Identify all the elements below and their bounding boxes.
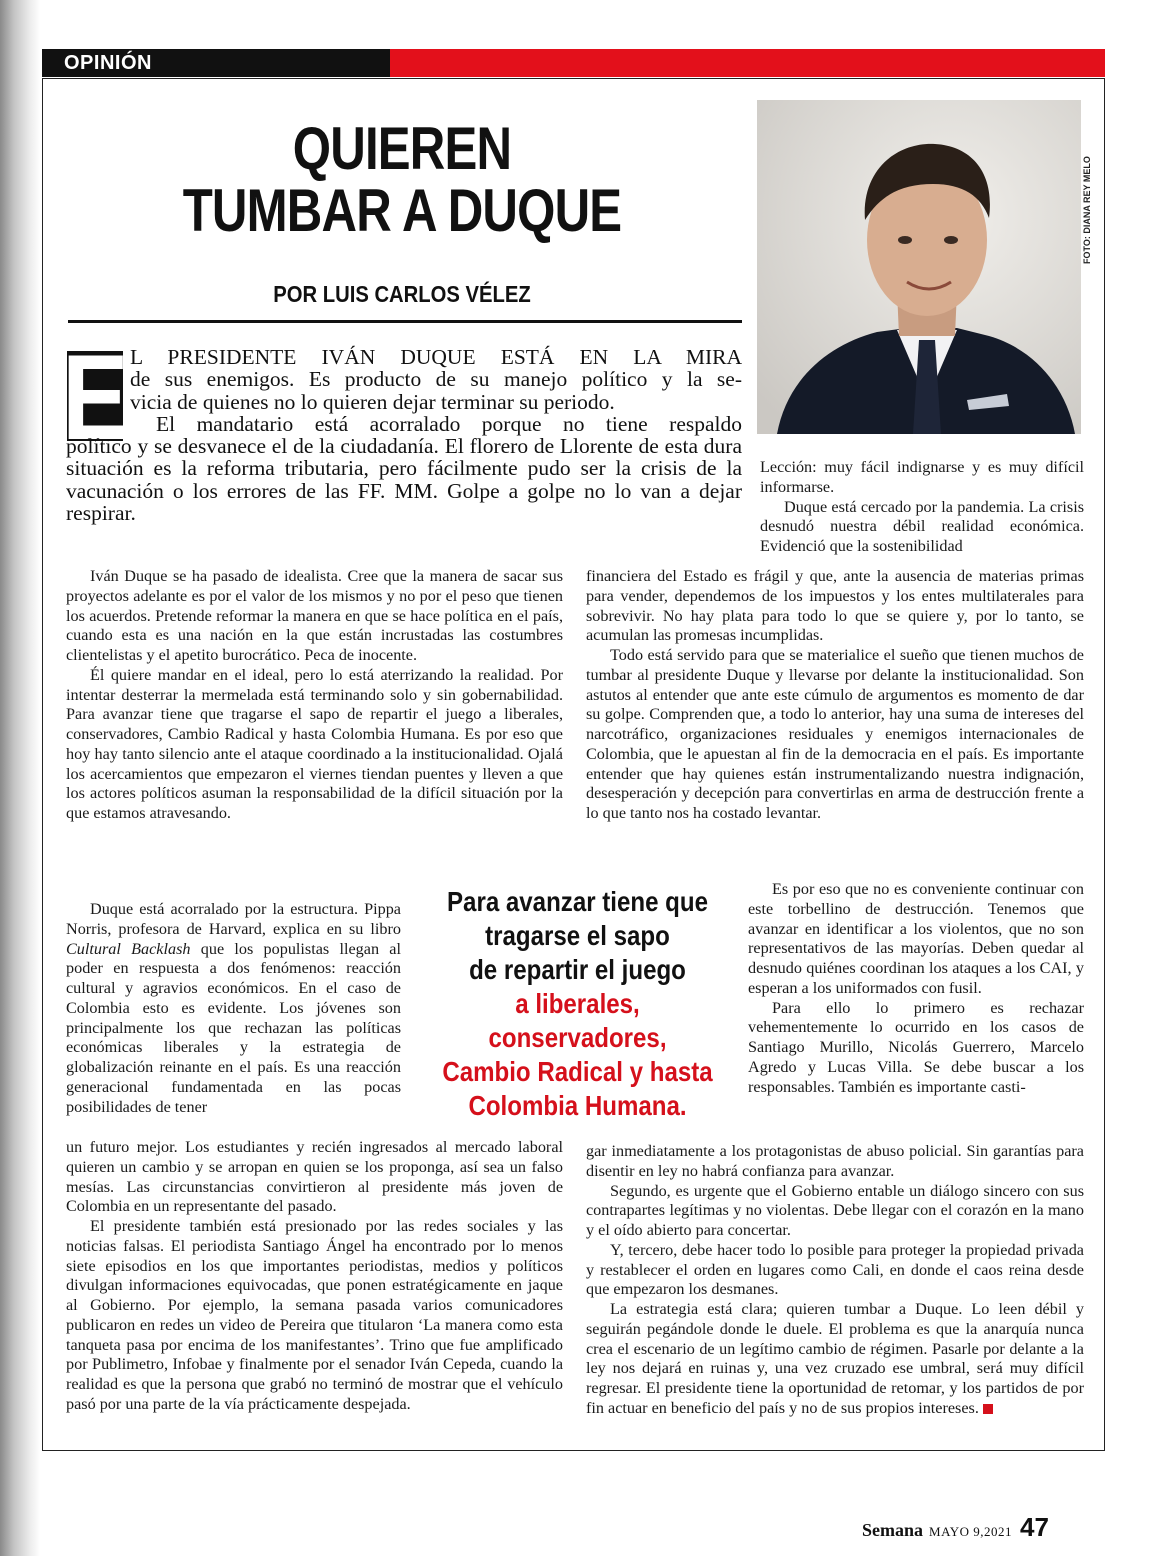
author-portrait-photo (757, 100, 1081, 434)
paragraph-text: La estrategia está clara; quieren tumbar a Duque. Lo leen débil y seguirán pegándole donde le duele. El problema es que la anarquía nunca crea el escenario de un legítimo cambio de régimen. Pasarle por delante a la ley nos dejará en ruinas y, una vez cruzado ese umbral, será muy difícil regresar. El presidente tiene la oportunidad de retomar, y los partidos de por fin actuar en beneficio del país y no de sus propios intereses. (586, 1300, 1084, 1417)
pull-quote-line: de repartir el juego (469, 954, 686, 985)
lead-paragraph (66, 435, 742, 524)
headline-line-1: QUIEREN (292, 115, 512, 182)
pull-quote (410, 885, 745, 1123)
lead-line-4: El mandatario está acorralado porque no tiene respaldo (156, 411, 742, 436)
paragraph (586, 1300, 1084, 1419)
byline: POR LUIS CARLOS VÉLEZ (273, 281, 531, 307)
portrait-illustration (757, 100, 1081, 434)
paragraph-text: que los populistas llegan al poder en respuesta a dos fenómenos: reacción cultural y agravios económicos. En el caso de Colombia esto es evidente. Los jóvenes son principalmente los que rechazan las políticas económicas liberales y la estrategia de globalización reinante en el país. Es una reacción generacional fundamentada en las pocas posibilidades de tener (66, 939, 401, 1116)
paragraph: Para ello lo primero es rechazar vehementemente lo ocurrido en los casos de Santiago Murillo, Nicolás Guerrero, Marcelo Agredo y Lucas Villa. Se debe buscar a los responsables. También es importante casti- (748, 998, 1084, 1096)
headline (123, 115, 681, 244)
right-column-wide (586, 567, 1084, 824)
pull-quote-line: tragarse el sapo (485, 920, 670, 951)
pull-quote-highlight: a liberales, (515, 988, 640, 1019)
photo-credit: FOTO: DIANA REY MELO (1082, 156, 1092, 264)
paragraph: El presidente también está presionado por las redes sociales y las noticias falsas. El periodista Santiago Ángel ha encontrado por lo menos siete episodios en los que importantes periodistas, medios y políticos divulgan informaciones equivocadas, que ponen estratégicamente en jaque al Gobierno. Por ejemplo, la semana pasada varios comunicadores publicaron en redes un video de Pereira que titularon ‘La manera como esta tanqueta pasa por encima de los manifestantes’. Trino que fue amplificado por Publimetro, Infobae y finalmente por el senador Iván Cepeda, cuando la realidad es que la persona que grabó no terminó de mostrar que el vehículo pasó por una parte de la vía prácticamente despejada. (66, 1217, 563, 1413)
headline-rule (68, 320, 742, 323)
drop-cap-letter: E (62, 329, 129, 465)
paragraph: Todo está servido para que se materialice el sueño que tienen muchos de tumbar al presidente Duque y llevarse por delante la institucionalidad. Son astutos al entender que ante este cúmulo de argumentos es momento de dar su golpe. Comprenden que, a todo lo anterior, hay una suma de intereses del narcotráfico, organizaciones residuales y enemigos internacionales de Colombia, que le apuestan al fin de la democracia en el país. Es importante entender que hay quienes están instrumentalizando nuestra indignación, desesperación y decepción para convertirlas en arma de destrucción frente a lo que tanto nos ha costado levantar. (586, 646, 1084, 822)
left-column-narrow (66, 900, 401, 1117)
paragraph: gar inmediatamente a los protagonistas de abuso policial. Sin garantías para disentir en ley no habrá confianza para avanzar. (586, 1142, 1084, 1180)
right-column-bottom (586, 1142, 1084, 1419)
paragraph: Iván Duque se ha pasado de idealista. Cree que la manera de sacar sus proyectos adelante es por el valor de los mismos y no por el peso que tienen los acuerdos. Pretende reformar la manera en que se hace política en el país, cuando esta es una nación en la que están incrustadas las costumbres clientelistas y el apetito burocrático. Peca de inocente. (66, 567, 563, 664)
paragraph: Segundo, es urgente que el Gobierno entable un diálogo sincero con sus contrapartes legítimas y no violentas. Debe llegar con el corazón en la mano y el oído abierto para concertar. (586, 1181, 1084, 1239)
paragraph (66, 900, 401, 1117)
lead-line-3: vicia de quienes no lo quieren dejar terminar su periodo. (130, 389, 615, 414)
pull-quote-highlight: Cambio Radical y hasta (442, 1056, 713, 1087)
page-number: 47 (1020, 1512, 1049, 1542)
issue-date: MAYO 9,2021 (929, 1524, 1013, 1539)
paragraph-text: Duque está acorralado por la estructura. Pippa Norris, profesora de Harvard, explica en su libro (66, 900, 401, 938)
headline-line-2: TUMBAR A DUQUE (182, 177, 622, 244)
paragraph: Lección: muy fácil indignarse y es muy difícil informarse. (760, 458, 1084, 496)
paragraph: un futuro mejor. Los estudiantes y recién ingresados al mercado laboral quieren un cambio y se arropan en quien se los proponga, así sea un falso mesías. Las circunstancias convirtieron al presidente más joven de Colombia en un representante del pasado. (66, 1138, 563, 1216)
page-footer (862, 1512, 1082, 1542)
end-mark-icon (983, 1404, 993, 1414)
page-edge-shadow (0, 0, 40, 1556)
lead-indented (130, 346, 742, 435)
drop-cap (62, 329, 129, 465)
left-column-bottom (66, 1138, 563, 1415)
right-column-top (760, 458, 1084, 557)
pull-quote-highlight: Colombia Humana. (468, 1090, 687, 1121)
book-title: Cultural Backlash (66, 939, 191, 958)
paragraph: Y, tercero, debe hacer todo lo posible para proteger la propiedad privada y restablecer el orden en lugares como Cali, en donde el caos reina desde que empezaron los desmanes. (586, 1240, 1084, 1299)
section-header-bar (42, 49, 1105, 77)
paragraph: financiera del Estado es frágil y que, ante la ausencia de materias primas para vender, dependemos de los impuestos y los entes multilaterales para sobrevivir. No hay plata para todo lo que se quiere y, por lo tanto, se acumulan las promesas incumplidas. (586, 567, 1084, 645)
section-accent-bar (390, 49, 1105, 77)
lead-line-2: de sus enemigos. Es producto de su manejo político y la se- (130, 367, 742, 392)
right-column-narrow (748, 880, 1084, 1097)
paragraph: Duque está cercado por la pandemia. La crisis desnudó nuestra débil realidad económica. Evidenció que la sostenibilidad (760, 497, 1084, 555)
pull-quote-highlight: conservadores, (488, 1022, 667, 1053)
lead-paragraph-rest: político y se desvanece el de la ciudadanía. El florero de Llorente de esta dura situación es la reforma tributaria, pero fácilmente pudo ser la crisis de la vacunación o los errores de las FF. MM. Golpe a golpe no lo van a dejar respirar. (66, 434, 742, 525)
section-label: OPINIÓN (42, 49, 390, 77)
paragraph: Él quiere mandar en el ideal, pero lo está aterrizando la realidad. Por intentar desterrar la mermelada está terminando solo y sin gobernabilidad. Para avanzar tiene que tragarse el sapo de repartir el juego a liberales, conservadores, Cambio Radical y hasta Colombia Humana. Es por eso que hoy hay tanto silencio ante el ataque coordinado a la institucionalidad. Ojalá los acercamientos que empezaron el viernes tiendan puentes y lleven a que los actores políticos asuman la responsabilidad de la difícil situación por la que estamos atravesando. (66, 665, 563, 822)
pull-quote-line: Para avanzar tiene que (446, 886, 708, 917)
left-column-top (66, 567, 563, 824)
lead-line-1: L PRESIDENTE IVÁN DUQUE ESTÁ EN LA MIRA (130, 345, 742, 369)
paragraph: Es por eso que no es conveniente continuar con este torbellino de destrucción. Tenemos que avanzar en identificar a los violentos, que no son representativos de las mayorías. Deben quedar al desnudo quiénes coordinan los ataques a los CAI, y esperan a los uniformados con fusil. (748, 880, 1084, 997)
magazine-brand: Semana (862, 1520, 924, 1540)
